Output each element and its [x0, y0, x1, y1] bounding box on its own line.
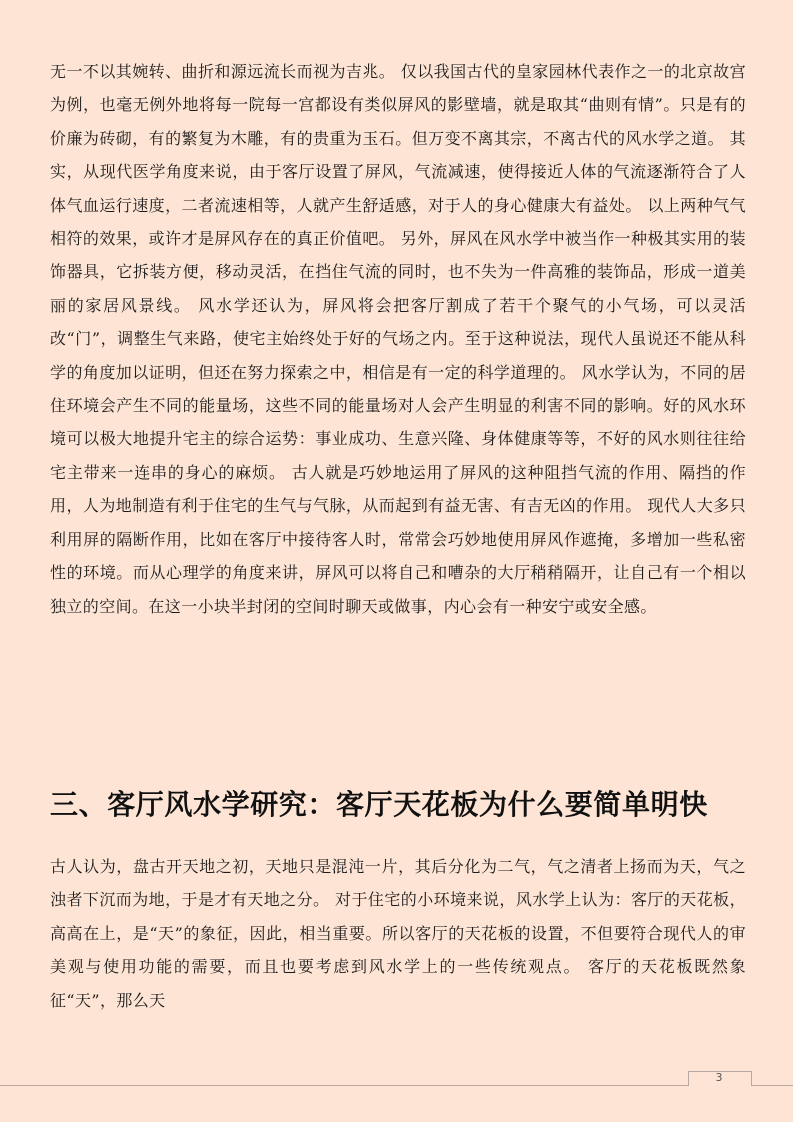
body-paragraph: 无一不以其婉转、曲折和源远流长而视为吉兆。 仅以我国古代的皇家园林代表作之一的北京故宫为例，也毫无例外地将每一院每一宫都设有类似屏风的影壁墙，就是取其“曲则有情”。只是有的价廉为砖砌，有的繁复为木雕，有的贵重为玉石。但万变不离其宗，不离古代的风水学之道。 其实，从现代医学角度来说，由于客厅设置了屏风，气流减速，使得接近人体的气流逐渐符合了人体气血运行速度，二者流速相等，人就产生舒适感，对于人的身心健康大有益处。 以上两种气气相符的效果，或许才是屏风存在的真正价值吧。 另外，屏风在风水学中被当作一种极其实用的装饰器具，它拆装方便，移动灵活，在挡住气流的同时，也不失为一件高雅的装饰品，形成一道美丽的家居风景线。 风水学还认为，屏风将会把客厅割成了若干个聚气的小气场，可以灵活改“门”，调整生气来路，使宅主始终处于好的气场之内。至于这种说法，现代人虽说还不能从科学的角度加以证明，但还在努力探索之中，相信是有一定的科学道理的。 风水学认为，不同的居住环境会产生不同的能量场，这些不同的能量场对人会产生明显的利害不同的影响。好的风水环境可以极大地提升宅主的综合运势：事业成功、生意兴隆、身体健康等等，不好的风水则往往给宅主带来一连串的身心的麻烦。 古人就是巧妙地运用了屏风的这种阻挡气流的作用、隔挡的作用，人为地制造有利于住宅的生气与气脉，从而起到有益无害、有吉无凶的作用。 现代人大多只利用屏的隔断作用，比如在客厅中接待客人时，常常会巧妙地使用屏风作遮掩，多增加一些私密性的环境。而从心理学的角度来讲，屏风可以将自己和嘈杂的大厅稍稍隔开，让自己有一个相以独立的空间。在这一小块半封闭的空间时聊天或做事，内心会有一种安宁或安全感。: [50, 62, 746, 616]
footer-divider: [0, 1085, 793, 1086]
body-paragraph: 古人认为，盘古开天地之初，天地只是混沌一片，其后分化为二气，气之清者上扬而为天，气之浊者下沉而为地，于是才有天地之分。 对于住宅的小环境来说，风水学上认为：客厅的天花板，高高在上，是“天”的象征，因此，相当重要。所以客厅的天花板的设置，不但要符合现代人的审美观与使用功能的需要，而且也要考虑到风水学上的一些传统观点。 客厅的天花板既然象征“天”，那么天: [50, 857, 746, 1010]
section-heading: 三、客厅风水学研究：客厅天花板为什么要简单明快: [50, 788, 708, 821]
page-number: 3: [715, 1071, 723, 1084]
